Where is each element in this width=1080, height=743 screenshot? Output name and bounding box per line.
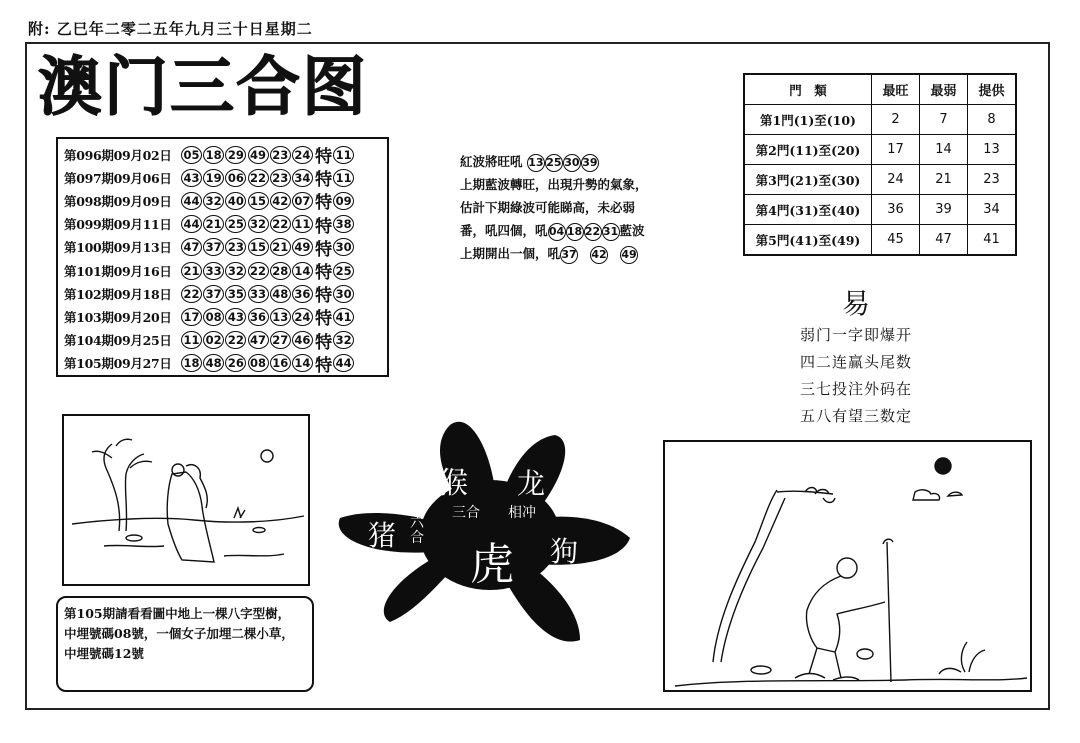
draw-number: 27 — [270, 331, 291, 349]
draw-number: 08 — [248, 354, 269, 372]
special-number: 41 — [333, 308, 354, 326]
door-offer: 34 — [968, 195, 1017, 225]
woman-tree-drawing — [64, 416, 308, 584]
special-marker: 特 — [315, 193, 333, 214]
door-row — [744, 105, 1016, 135]
zodiac-monkey: 猴 — [438, 466, 468, 501]
draw-number: 24 — [292, 146, 313, 164]
draw-number: 44 — [181, 192, 202, 210]
draw-number: 33 — [248, 285, 269, 303]
draw-number: 43 — [181, 169, 202, 187]
draw-number: 08 — [203, 308, 224, 326]
draw-number: 26 — [225, 354, 246, 372]
draw-number: 32 — [248, 215, 269, 233]
wave-line-4-tail: 藍波 — [619, 223, 645, 238]
wave-number: 39 — [581, 154, 599, 172]
draw-number: 21 — [203, 215, 224, 233]
door-offer: 13 — [968, 135, 1017, 165]
door-hot: 2 — [872, 105, 920, 135]
zodiac-tiger: 虎 — [470, 539, 514, 590]
door-label: 第1門(1)至(10) — [744, 105, 872, 135]
draw-period-label: 第097期09月06日 — [64, 170, 172, 186]
door-header-hot: 最旺 — [872, 74, 920, 105]
wave-number: 04 — [548, 223, 566, 241]
draw-row — [64, 352, 384, 375]
wave-line-5-numbers — [560, 246, 638, 261]
draw-number: 05 — [181, 146, 202, 164]
draw-number: 48 — [203, 354, 224, 372]
wave-number: 25 — [545, 154, 563, 172]
poem-line: 五八有望三数定 — [799, 407, 912, 425]
date-line: 附: 乙巳年二零二五年九月三十日星期二 — [28, 20, 313, 38]
draw-number: 23 — [270, 169, 291, 187]
draw-period-label: 第100期09月13日 — [64, 240, 172, 256]
special-marker: 特 — [315, 332, 333, 353]
riddle-box — [56, 596, 314, 692]
draw-number: 11 — [181, 331, 202, 349]
page-title: 澳门三合图 — [38, 51, 368, 125]
draw-number: 29 — [225, 146, 246, 164]
door-offer: 41 — [968, 225, 1017, 256]
door-hot: 17 — [872, 135, 920, 165]
special-number: 30 — [333, 285, 354, 303]
special-number: 09 — [333, 192, 354, 210]
draw-number: 02 — [203, 331, 224, 349]
poem-title: 易 — [841, 287, 870, 320]
door-label: 第3門(21)至(30) — [744, 165, 872, 195]
draw-number: 22 — [225, 331, 246, 349]
draw-number: 36 — [292, 285, 313, 303]
draw-period-label: 第104期09月25日 — [64, 333, 172, 349]
special-marker: 特 — [315, 239, 333, 260]
illustration-old-man — [663, 440, 1032, 692]
draw-number: 13 — [270, 308, 291, 326]
draw-number: 16 — [270, 354, 291, 372]
draw-period-label: 第103期09月20日 — [64, 309, 172, 325]
door-header-row — [744, 74, 1016, 105]
wave-number: 49 — [620, 246, 638, 264]
draw-number: 11 — [292, 215, 313, 233]
draw-row — [64, 236, 384, 259]
zodiac-pig: 猪 — [368, 519, 397, 552]
door-header-offer: 提供 — [968, 74, 1017, 105]
door-header-cold: 最弱 — [920, 74, 968, 105]
old-man-drawing — [665, 442, 1030, 690]
draw-period-label: 第101期09月16日 — [64, 263, 172, 279]
wave-line-4-numbers — [548, 223, 620, 238]
draw-number: 18 — [203, 146, 224, 164]
wave-line-4-text: 番，吼四個，吼 — [460, 223, 548, 238]
special-marker: 特 — [315, 286, 333, 307]
draw-number: 33 — [203, 262, 224, 280]
draw-number: 15 — [248, 192, 269, 210]
draw-history-table — [56, 137, 389, 377]
draw-number: 49 — [248, 146, 269, 164]
draw-number: 28 — [270, 262, 291, 280]
poem — [786, 286, 926, 430]
wave-line-4 — [460, 219, 670, 242]
wave-number: 30 — [563, 154, 581, 172]
draw-row — [64, 143, 384, 166]
draw-row — [64, 166, 384, 189]
special-number: 11 — [333, 169, 354, 187]
draw-row — [64, 189, 384, 212]
door-hot: 45 — [872, 225, 920, 256]
special-marker: 特 — [315, 216, 333, 237]
wave-line-5-text: 上期開出一個，吼 — [460, 246, 561, 261]
special-number: 38 — [333, 215, 354, 233]
draw-row — [64, 305, 384, 328]
wave-line-3: 估計下期綠波可能睇高，未必弱 — [460, 200, 636, 215]
door-label: 第4門(31)至(40) — [744, 195, 872, 225]
wave-forecast — [460, 150, 670, 265]
riddle-line: 第105期請看看圖中地上一棵八字型樹， — [64, 606, 291, 621]
draw-row — [64, 329, 384, 352]
special-marker: 特 — [315, 263, 333, 284]
draw-number: 23 — [225, 238, 246, 256]
draw-number: 37 — [203, 285, 224, 303]
door-cold: 39 — [920, 195, 968, 225]
wave-line-2: 上期藍波轉旺，出現升勢的氣象， — [460, 177, 648, 192]
special-number: 25 — [333, 262, 354, 280]
draw-number: 22 — [181, 285, 202, 303]
draw-number: 37 — [203, 238, 224, 256]
draw-number: 36 — [248, 308, 269, 326]
door-header-category: 門 類 — [744, 74, 872, 105]
draw-number: 23 — [270, 146, 291, 164]
zodiac-dog: 狗 — [550, 535, 579, 568]
draw-number: 06 — [225, 169, 246, 187]
draw-period-label: 第105期09月27日 — [64, 356, 172, 372]
poem-line: 弱门一字即爆开 — [799, 326, 912, 344]
door-cold: 47 — [920, 225, 968, 256]
door-hot: 24 — [872, 165, 920, 195]
sanhe-label: 三合 — [452, 505, 480, 521]
draw-number: 42 — [270, 192, 291, 210]
wave-number: 37 — [560, 246, 578, 264]
draw-number: 34 — [292, 169, 313, 187]
draw-number: 43 — [225, 308, 246, 326]
draw-number: 22 — [248, 262, 269, 280]
draw-number: 25 — [225, 215, 246, 233]
wave-line-5 — [460, 242, 670, 265]
special-marker: 特 — [315, 309, 333, 330]
draw-period-label: 第099期09月11日 — [64, 217, 172, 233]
draw-number: 07 — [292, 192, 313, 210]
wave-line-1-numbers — [527, 154, 599, 169]
door-offer: 23 — [968, 165, 1017, 195]
special-marker: 特 — [315, 147, 333, 168]
draw-number: 22 — [248, 169, 269, 187]
door-label: 第5門(41)至(49) — [744, 225, 872, 256]
poem-line: 三七投注外码在 — [799, 380, 912, 398]
wave-number: 42 — [590, 246, 608, 264]
door-cold: 14 — [920, 135, 968, 165]
draw-number: 32 — [225, 262, 246, 280]
draw-number: 14 — [292, 262, 313, 280]
riddle-line: 中埋號碼12號 — [64, 646, 144, 661]
draw-period-label: 第102期09月18日 — [64, 286, 172, 302]
draw-number: 17 — [181, 308, 202, 326]
liuhe-label: 六合 — [410, 515, 424, 546]
draw-number: 46 — [292, 331, 313, 349]
door-row — [744, 165, 1016, 195]
wave-number: 22 — [584, 223, 602, 241]
draw-number: 40 — [225, 192, 246, 210]
special-number: 30 — [333, 238, 354, 256]
draw-number: 35 — [225, 285, 246, 303]
draw-period-label: 第096期09月02日 — [64, 147, 172, 163]
wave-number: 31 — [602, 223, 620, 241]
door-label: 第2門(11)至(20) — [744, 135, 872, 165]
special-number: 32 — [333, 331, 354, 349]
door-offer: 8 — [968, 105, 1017, 135]
door-cold: 21 — [920, 165, 968, 195]
draw-period-label: 第098期09月09日 — [64, 193, 172, 209]
zodiac-dragon: 龙 — [517, 467, 546, 500]
draw-row — [64, 213, 384, 236]
draw-number: 44 — [181, 215, 202, 233]
xiangchong-label: 相冲 — [508, 505, 536, 521]
draw-number: 49 — [292, 238, 313, 256]
door-row — [744, 225, 1016, 256]
illustration-woman-tree — [62, 414, 310, 586]
draw-number: 15 — [248, 238, 269, 256]
draw-number: 48 — [270, 285, 291, 303]
draw-number: 22 — [270, 215, 291, 233]
draw-number: 21 — [270, 238, 291, 256]
poem-line: 四二连赢头尾数 — [799, 353, 912, 371]
wave-line-1-text: 紅波將旺吼 — [460, 154, 523, 169]
draw-number: 14 — [292, 354, 313, 372]
special-marker: 特 — [315, 355, 333, 376]
draw-number: 47 — [181, 238, 202, 256]
draw-number: 32 — [203, 192, 224, 210]
door-row — [744, 195, 1016, 225]
draw-number: 18 — [181, 354, 202, 372]
draw-number: 24 — [292, 308, 313, 326]
zodiac-flower — [330, 410, 650, 650]
special-number: 44 — [333, 354, 354, 372]
riddle-line: 中埋號碼08號，一個女子加埋二棵小草， — [64, 626, 294, 641]
door-hot: 36 — [872, 195, 920, 225]
door-row — [744, 135, 1016, 165]
wave-number: 13 — [527, 154, 545, 172]
wave-number: 18 — [566, 223, 584, 241]
wave-line-1 — [460, 150, 670, 173]
draw-row — [64, 282, 384, 305]
special-number: 11 — [333, 146, 354, 164]
door-cold: 7 — [920, 105, 968, 135]
draw-row — [64, 259, 384, 282]
special-marker: 特 — [315, 170, 333, 191]
door-category-table — [743, 73, 1017, 256]
draw-number: 21 — [181, 262, 202, 280]
draw-number: 47 — [248, 331, 269, 349]
draw-number: 19 — [203, 169, 224, 187]
